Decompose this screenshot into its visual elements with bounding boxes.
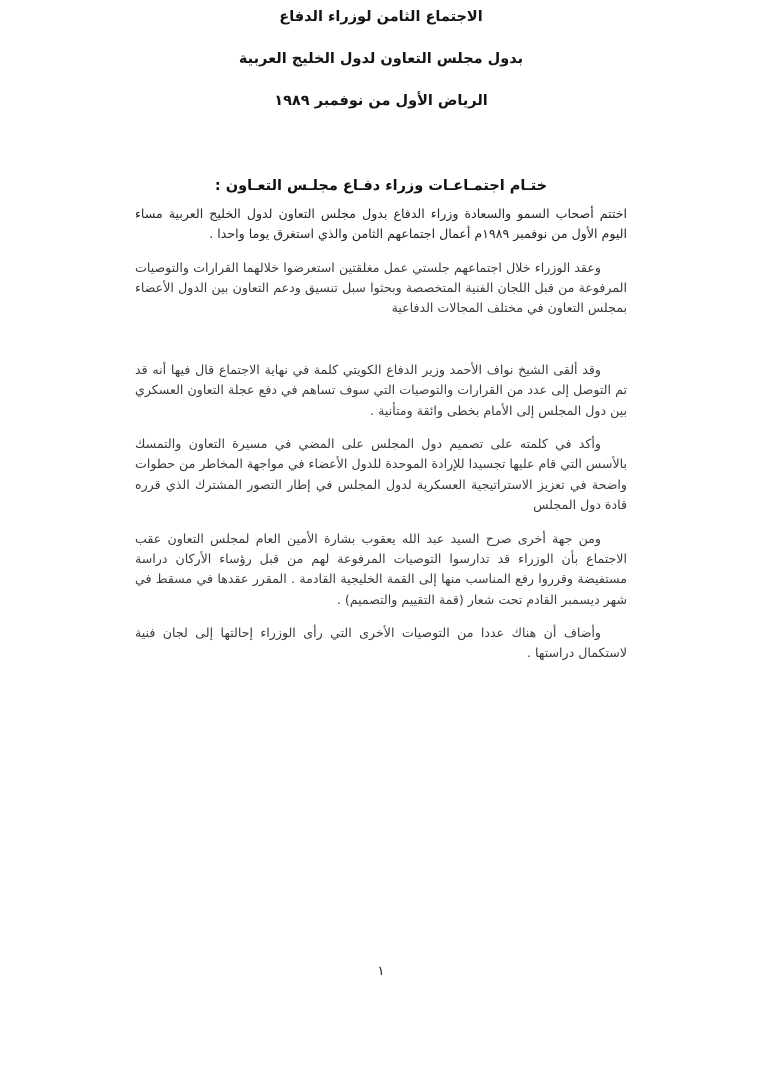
paragraph-2: وعقد الوزراء خلال اجتماعهم جلستي عمل مغلقتين استعرضوا خلالهما القرارات والتوصيات المرفوعة من قبل اللجان الفنية المتخصصة وبحثوا سبل تنسيق ودعم التعاون بين الدول الأعضاء بمجلس التعاون في مختلف المجالات الدفاعية: [135, 259, 627, 316]
document-body: [135, 136, 627, 664]
paragraph-4: وأكد في كلمته على تصميم دول المجلس على المضي في مسيرة التعاون والتمسك بالأسس التي قام عليها تجسيدا للإرادة الموحدة للدول الأعضاء في مواجهة المخاطر من حطوات واضحة في تعزيز الاستراتيجية العسكرية لدول المجلس في إطار التصور المشترك الذي قرره قادة دول المجلس: [135, 435, 627, 513]
paragraph-5: ومن جهة أخرى صرح السيد عبد الله يعقوب بشارة الأمين العام لمجلس التعاون عقب الاجتماع بأن الوزراء قد تدارسوا التوصيات المرفوعة لهم من قبل رؤساء الأركان دراسة مستفيضة وقرروا رفع المناسب منها إلى القمة الخليجية القادمة . المقرر عقدها في مسقط في شهر ديسمبر القادم تحت شعار (قمة التقييم والتصميم) .: [135, 530, 627, 607]
header-line-2: بدول مجلس التعاون لدول الخليج العربية: [238, 50, 524, 67]
section-title: ختـام اجتمـاعـات وزراء دفـاع مجلـس التعـاون :: [214, 177, 548, 194]
spacer: [135, 326, 627, 360]
document-page: [0, 10, 762, 1091]
header-line-1: الاجتماع الثامن لوزراء الدفاع: [279, 9, 483, 25]
header-line-3: الرياض الأول من نوفمبر ١٩٨٩: [274, 92, 488, 109]
paragraph-3: وقد ألقى الشيخ نواف الأحمد وزير الدفاع الكويتي كلمة في نهاية الاجتماع قال فيها أنه قد تم التوصل إلى عدد من القرارات والتوصيات التي سوف تساهم في دفع عجلة التعاون العسكري بين دول المجلس إلى الأمام بخطى وائقة ومتأنية .: [135, 361, 627, 418]
paragraph-6: وأضاف أن هناك عددا من التوصيات الأخرى التي رأى الوزراء إحالتها إلى لجان فنية لاستكمال دراستها .: [135, 625, 627, 661]
document-header: [0, 10, 762, 110]
paragraph-1: اختتم أصحاب السمو والسعادة وزراء الدفاع بدول مجلس التعاون لدول الخليج العربية مساء اليوم الأول من نوفمبر ١٩٨٩م أعمال اجتماعهم الثامن والذي استغرق يوما واحدا .: [135, 205, 627, 242]
page-number: ١: [377, 964, 385, 979]
